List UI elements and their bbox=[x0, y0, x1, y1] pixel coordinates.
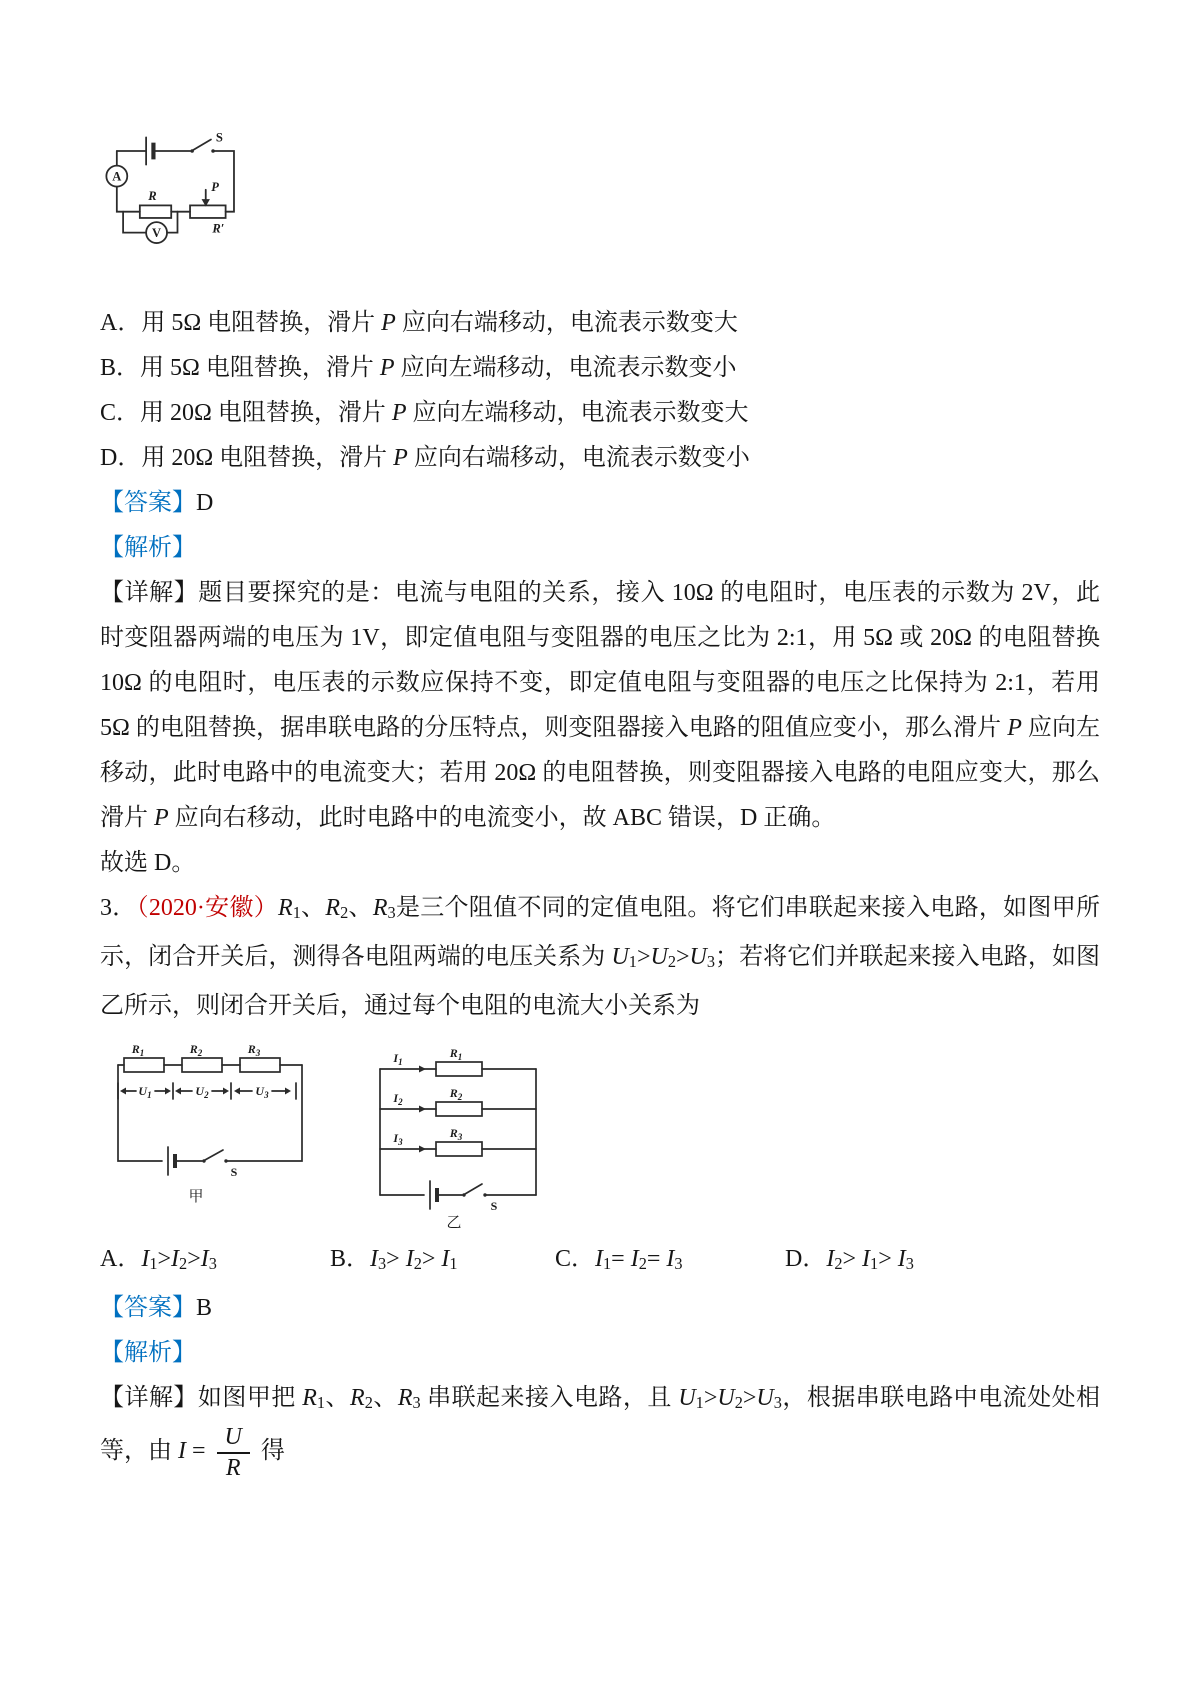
resistor-R3-box bbox=[240, 1058, 280, 1072]
voltage-U3-label: $U_3$ bbox=[255, 1083, 269, 1100]
analysis-label: 【解析】 bbox=[100, 535, 196, 561]
diagram-caption-jia: 甲 bbox=[188, 1188, 204, 1205]
switch-lever bbox=[193, 140, 211, 150]
voltage-U2-label: $U_2$ bbox=[195, 1083, 209, 1100]
q3-explanation-text: 如图甲把 R1、R2、R3 串联起来接入电路，且 U1>U2>U3，根据串联电路中电流处处相等，由 I = $\frac{U}{R}$ 得 bbox=[100, 1384, 1101, 1481]
answer-label: 【答案】 bbox=[100, 490, 196, 516]
q2-option-a: A．用 5Ω 电阻替换，滑片 P 应向右端移动，电流表示数变大 bbox=[100, 310, 738, 336]
q2-explanation bbox=[100, 571, 1100, 841]
switch-label: S bbox=[215, 130, 223, 145]
voltmeter-label: V bbox=[152, 225, 162, 240]
q2-options bbox=[100, 301, 1100, 481]
answer-label: 【答案】 bbox=[100, 1294, 196, 1321]
q3-option-c: C．I1= I2= I3 bbox=[555, 1245, 683, 1273]
switch-lever bbox=[205, 1150, 223, 1160]
rheostat-box bbox=[190, 205, 226, 218]
resistor-R3-box bbox=[436, 1142, 482, 1156]
circuit-wire bbox=[226, 1065, 302, 1161]
current-arrowhead bbox=[419, 1065, 426, 1072]
current-I1-label: $I_1$ bbox=[393, 1050, 403, 1067]
rheostat-label: R′ bbox=[212, 221, 225, 236]
detail-label: 【详解】 bbox=[100, 1384, 198, 1411]
voltmeter-branch bbox=[123, 212, 146, 233]
q3-analysis-line bbox=[100, 1331, 1100, 1376]
q2-circuit-diagram bbox=[100, 128, 278, 287]
q2-option-c: C．用 20Ω 电阻替换，滑片 P 应向左端移动，电流表示数变大 bbox=[100, 400, 749, 426]
resistor-R2-box bbox=[182, 1058, 222, 1072]
resistor-R1-box bbox=[436, 1062, 482, 1076]
q2-option-d: D．用 20Ω 电阻替换，滑片 P 应向右端移动，电流表示数变小 bbox=[100, 445, 750, 471]
current-arrowhead bbox=[419, 1105, 426, 1112]
resistor-R1-label: $R_1$ bbox=[131, 1042, 145, 1058]
diagram-caption-yi: 乙 bbox=[446, 1214, 462, 1231]
q3-options bbox=[100, 1237, 1100, 1286]
q3-explanation bbox=[100, 1376, 1100, 1481]
series-circuit-diagram-jia bbox=[110, 1043, 310, 1215]
q3-option-d: D．I2> I1> I3 bbox=[785, 1245, 914, 1273]
resistor-R1-box bbox=[124, 1058, 164, 1072]
resistor-R1-label: $R_1$ bbox=[449, 1045, 463, 1062]
voltage-U1-label: $U_1$ bbox=[138, 1083, 152, 1100]
q2-explanation-text: 题目要探究的是：电流与电阻的关系，接入 10Ω 的电阻时，电压表的示数为 2V，此时变阻器两端的电压为 1V，即定值电阻与变阻器的电压之比为 2:1，用 5Ω 或 20Ω 的电阻替换 10Ω 的电阻时，电压表的示数应保持不变，即定值电阻与变阻器的电压之比保持为 2:1，若用 5Ω 的电阻替换，据串联电路的分压特点，则变阻器接入电路的阻值应变小，那么滑片 P 应向左移动，此时电路中的电流变大；若用 20Ω 的电阻替换，则变阻器接入电路的电阻应变大，那么滑片 P 应向右移动，此时电路中的电流变小，故 ABC 错误，D 正确。 bbox=[100, 580, 1101, 831]
q2-answer-line bbox=[100, 481, 1100, 526]
parallel-circuit-diagram-yi bbox=[368, 1043, 548, 1231]
arrowhead-right bbox=[223, 1087, 229, 1094]
switch-label: S bbox=[230, 1164, 238, 1179]
current-I3-label: $I_3$ bbox=[393, 1130, 403, 1147]
circuit-wire bbox=[117, 187, 140, 212]
slider-label: P bbox=[211, 179, 219, 194]
q3-diagrams bbox=[110, 1043, 1100, 1231]
q2-conclusion: 故选 D。 bbox=[100, 850, 196, 876]
arrowhead-right bbox=[285, 1087, 291, 1094]
switch-label: S bbox=[490, 1198, 498, 1213]
ammeter-label: A bbox=[112, 169, 122, 184]
current-I2-label: $I_2$ bbox=[393, 1090, 403, 1107]
resistor-R-box bbox=[140, 205, 171, 218]
resistor-label: R bbox=[148, 189, 157, 204]
circuit-wire bbox=[118, 1065, 162, 1161]
q2-option-b: B．用 5Ω 电阻替换，滑片 P 应向左端移动，电流表示数变小 bbox=[100, 355, 737, 381]
analysis-label: 【解析】 bbox=[100, 1339, 196, 1366]
detail-label: 【详解】 bbox=[100, 580, 199, 606]
q3-option-a: A．I1>I2>I3 bbox=[100, 1245, 217, 1273]
resistor-R3-label: $R_3$ bbox=[247, 1042, 261, 1058]
answer-value: B bbox=[196, 1294, 213, 1321]
voltmeter-branch bbox=[167, 212, 177, 233]
q2-analysis-line bbox=[100, 526, 1100, 571]
resistor-R2-label: $R_2$ bbox=[449, 1085, 463, 1102]
switch-lever bbox=[465, 1184, 482, 1194]
q3-answer-line bbox=[100, 1286, 1100, 1331]
resistor-R2-box bbox=[436, 1102, 482, 1116]
current-arrowhead bbox=[419, 1145, 426, 1152]
resistor-R2-label: $R_2$ bbox=[189, 1042, 203, 1058]
answer-value: D bbox=[196, 490, 214, 516]
arrowhead-right bbox=[165, 1087, 171, 1094]
resistor-R3-label: $R_3$ bbox=[449, 1125, 463, 1142]
q3-stem: 3．（2020·安徽）R1、R2、R3是三个阻值不同的定值电阻。将它们串联起来接入电路，如图甲所示，闭合开关后，测得各电阻两端的电压关系为 U1>U2>U3；若将它们并联起来接入电路，如图乙所示，则闭合开关后，通过每个电阻的电流大小关系为 bbox=[100, 895, 1101, 1019]
q3-option-b: B．I3> I2> I1 bbox=[330, 1245, 458, 1273]
